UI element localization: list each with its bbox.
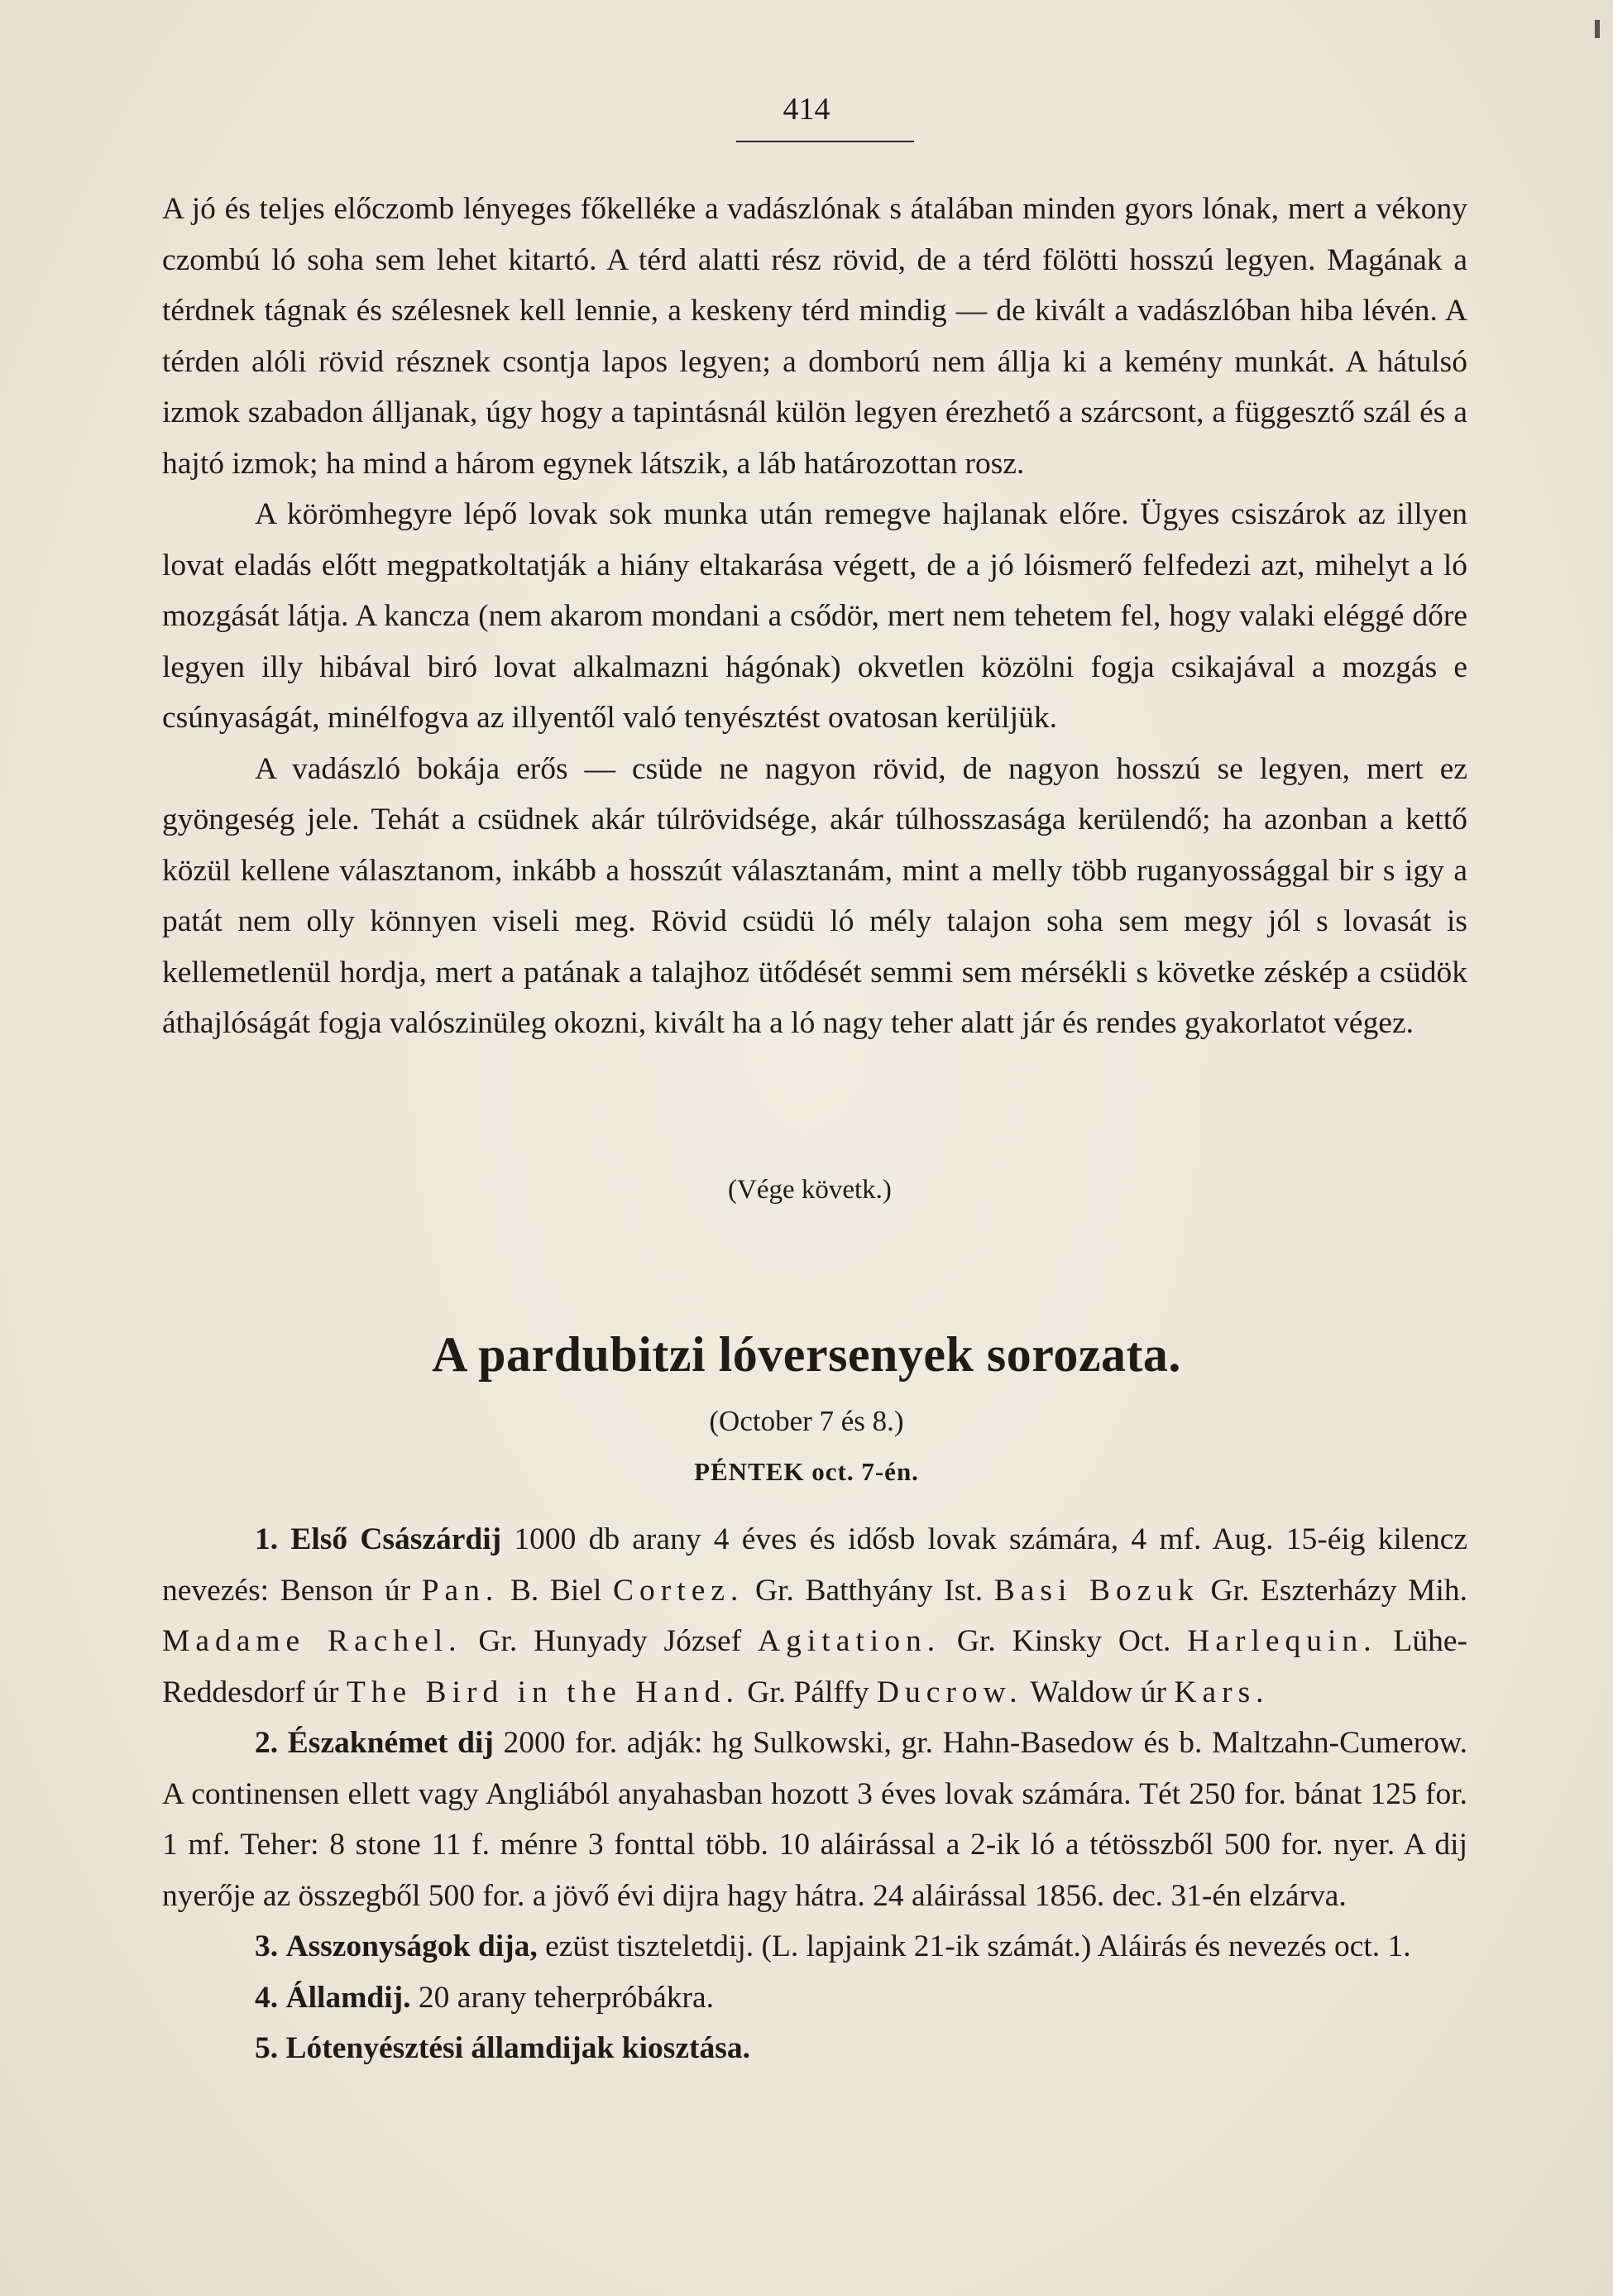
horse-name: Agitation.	[758, 1624, 941, 1658]
race-text: Gr. Eszterházy Mih.	[1199, 1573, 1468, 1608]
race-name: Első Császárdij	[290, 1522, 502, 1556]
race-text: B. Biel	[499, 1573, 614, 1608]
race-name: Államdij.	[285, 1980, 411, 2015]
continued-note: (Vége követk.)	[728, 1175, 892, 1205]
day-heading: PÉNTEK oct. 7-én.	[694, 1457, 919, 1486]
race-item-3	[162, 1921, 1467, 1972]
article-subtitle: (October 7 és 8.)	[709, 1405, 904, 1437]
race-number: 5.	[255, 2031, 279, 2065]
paragraph-2: A körömhegyre lépő lovak sok munka után remegve hajlanak előre. Ügyes csiszárok az illyen lovat eladás előtt megpatkoltatják a hiány eltakarása végett, de a jó lóismerő felfedezi azt, mihelyt a ló mozgását látja. A kancza (nem akarom mondani a csődör, mert nem tehetem fel, hogy valaki eléggé dőre legyen illy hibával biró lovat alkalmazni hágónak) okvetlen közölni fogja csikajával a mozgás e csúnyaságát, minélfogva az illyentől való tenyésztést ovatosan kerüljük.	[162, 497, 1467, 735]
race-name: Északnémet dij	[287, 1726, 494, 1760]
race-text: Gr. Batthyány Ist.	[744, 1573, 994, 1608]
horse-name: The Bird in the Hand.	[346, 1675, 739, 1709]
race-text: Waldow úr	[1022, 1675, 1175, 1709]
race-text: Gr. Kinsky Oct.	[941, 1624, 1188, 1658]
article-title: A pardubitzi lóversenyek sorozata.	[432, 1327, 1181, 1382]
paragraph-3: A vadászló bokája erős — csüde ne nagyon rövid, de nagyon hosszú se legyen, mert ez gyöngeség jele. Tehát a csüdnek akár túlrövidsége, akár túlhosszasága kerülendő; ha azonban a kettő közül kellene választanom, inkább a hosszút választanám, mint a melly több ruganyossággal bir s igy a patát nem olly könnyen viseli meg. Rövid csüdü ló mély talajon soha sem megy jól s lovasát is kellemetlenül hordja, mert a patának a talajhoz ütődését semmi sem mérsékli s követke zéskép a csüdök áthajlóságát fogja valószinüleg okozni, kivált ha a ló nagy teher alatt jár és rendes gyakorlatot végez.	[162, 751, 1467, 1040]
paragraph-1: A jó és teljes előczomb lényeges főkelléke a vadászlónak s átalában minden gyors lónak, mert a vékony czombú ló soha sem lehet kitartó. A térd alatti rész rövid, de a térd fölötti hosszú legyen. Magának a térdnek tágnak és szélesnek kell lennie, a keskeny térd mindig — de kivált a vadászlóban hiba lévén. A térden alóli rövid résznek csontja lapos legyen; a domború nem állja ki a kemény munkát. A hátulsó izmok szabadon álljanak, úgy hogy a tapintásnál külön legyen érezhető a szárcsont, a függesztő szál és a hajtó izmok; ha mind a három egynek látszik, a láb határozottan rosz.	[162, 192, 1467, 481]
horse-name: Pan.	[421, 1573, 500, 1608]
race-text: Lühe-Reddesdorf úr	[162, 1624, 1467, 1709]
article-continuation	[162, 184, 1467, 1049]
horse-name: Harlequin.	[1187, 1624, 1377, 1658]
page-number-rule	[736, 141, 914, 142]
race-item-4	[162, 1972, 1467, 2024]
race-list	[162, 1514, 1467, 2074]
horse-name: Basi Bozuk	[993, 1573, 1199, 1608]
horse-name: Kars.	[1174, 1675, 1270, 1709]
race-number: 1.	[255, 1522, 279, 1556]
horse-name: Cortez.	[613, 1573, 744, 1608]
margin-mark	[1595, 20, 1600, 38]
race-item-1	[162, 1514, 1467, 1718]
race-item-2	[162, 1718, 1467, 1921]
race-number: 4.	[255, 1980, 279, 2015]
race-text: ezüst tiszteletdij. (L. lapjaink 21-ik számát.) Aláirás és nevezés oct. 1.	[537, 1929, 1411, 1963]
race-item-5	[162, 2023, 1467, 2074]
horse-name: Madame Rachel.	[162, 1624, 462, 1658]
race-text: 20 arany teherpróbákra.	[410, 1980, 715, 2015]
page-number: 414	[783, 92, 830, 127]
race-number: 2.	[255, 1726, 279, 1760]
horse-name: Ducrow.	[876, 1675, 1023, 1709]
race-name: Asszonyságok dija,	[285, 1929, 538, 1963]
race-text: 1000 db arany 4 éves és idősb lovak számára, 4 mf. Aug. 15-éig kilencz nevezés: Benson úr	[162, 1522, 1468, 1608]
race-text: Gr. Pálffy	[739, 1675, 877, 1709]
race-text: 2000 for. adják: hg Sulkowski, gr. Hahn-Basedow és b. Maltzahn-Cumerow. A continensen ellett vagy Angliából anyahasban hozott 3 éves lovak számára. Tét 250 for. bánat 125 for. 1 mf. Teher: 8 stone 11 f. ménre 3 fonttal több. 10 aláirással a 2-ik ló a tétösszből 500 for. nyer. A dij nyerője az összegből 500 for. a jövő évi dijra hagy hátra. 24 aláirással 1856. dec. 31-én elzárva.	[162, 1726, 1467, 1913]
race-number: 3.	[255, 1929, 279, 1963]
race-name: Lótenyésztési államdijak kiosztása.	[285, 2031, 750, 2065]
race-text: Gr. Hunyady József	[462, 1624, 759, 1658]
